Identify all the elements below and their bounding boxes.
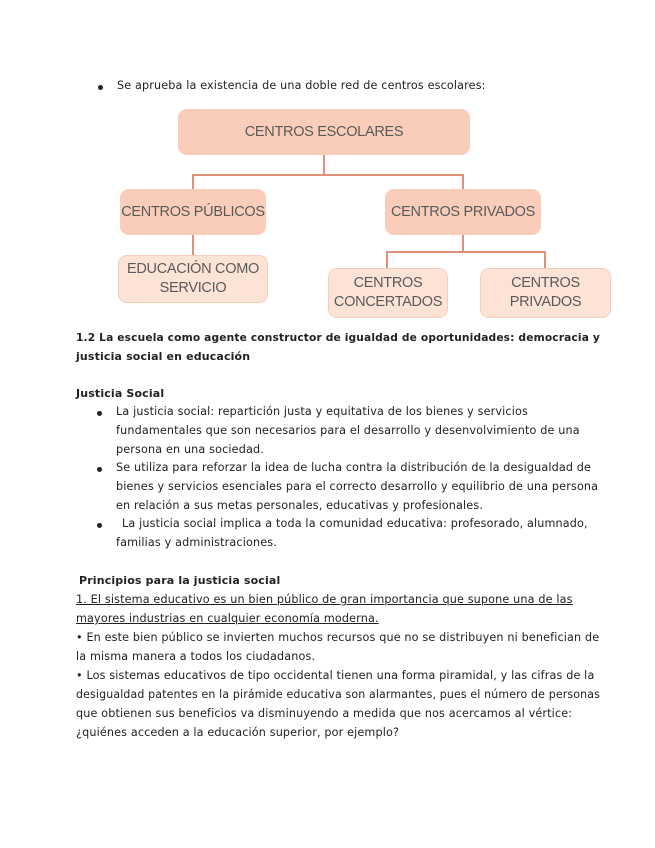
principios-para1-line2: la misma manera a todos los ciudadanos. [76,650,316,663]
diagram-public-child-line2: SERVICIO [159,280,227,296]
section-heading-line2: justicia social en educación [76,350,251,363]
connector [192,174,194,189]
diagram-public-box [120,189,266,235]
diagram-private-child1-box [328,268,448,318]
diagram-private-child2-line1: CENTROS [511,275,580,292]
jus-bullet1-line1: La justicia social: repartición justa y equitativa de los bienes y servicios [116,405,528,418]
intro-bullet-text: Se aprueba la existencia de una doble red de centros escolares: [117,79,486,92]
principios-title: Principios para la justicia social [79,574,281,587]
diagram-public-label: CENTROS PÚBLICOS [121,203,265,220]
principios-para2-line4: ¿quiénes acceden a la educación superior, por ejemplo? [76,726,400,739]
connector [386,251,388,268]
principios-para2-line3: que obtienen sus beneficios va disminuyendo a medida que nos acercamos al vértice: [76,707,573,720]
diagram-root-box [178,109,470,155]
connector [462,174,464,189]
justicia-social-title: Justicia Social [76,387,165,400]
connector [192,174,464,176]
principios-point1-line2: mayores industrias en cualquier economía moderna. [76,612,379,625]
diagram-public-child-line1: EDUCACIÓN COMO [127,261,259,278]
org-chart-diagram [0,0,655,330]
diagram-private-label: CENTROS PRIVADOS [391,203,535,220]
jus-bullet2-line3: en relación a sus metas personales, educativas y profesionales. [116,499,484,512]
principios-para2-line1: • Los sistemas educativos de tipo occidental tienen una forma piramidal, y las cifras de la [76,669,595,682]
jus-bullet3-line2: familias y administraciones. [116,536,277,549]
diagram-public-child-box [118,255,268,303]
connector [544,251,546,268]
section-heading-line1: 1.2 La escuela como agente constructor de igualdad de oportunidades: democracia y [76,331,600,344]
bullet-dot [97,411,102,416]
bullet-dot [97,467,102,472]
jus-bullet2-line2: bienes y servicios esenciales para el correcto desarrollo y equilibrio de una persona [116,480,599,493]
diagram-private-child1-line1: CENTROS [353,275,423,292]
diagram-private-child2-line2: PRIVADOS [509,294,582,310]
connector [462,235,464,252]
principios-para2-line2: desigualdad patentes en la pirámide educativa son alarmantes, pues el número de personas [76,688,600,701]
diagram-private-child2-box [480,268,611,318]
bullet-dot [97,523,102,528]
diagram-private-child1-line2: CONCERTADOS [333,294,443,310]
jus-bullet3-line1: La justicia social implica a toda la comunidad educativa: profesorado, alumnado, [122,517,588,530]
connector [192,235,194,255]
connector [386,251,546,253]
principios-point1-line1: 1. El sistema educativo es un bien público de gran importancia que supone una de las [76,593,573,606]
jus-bullet2-line1: Se utiliza para reforzar la idea de lucha contra la distribución de la desigualdad de [116,461,592,474]
principios-para1-line1: • En este bien público se invierten muchos recursos que no se distribuyen ni benefician de [76,631,600,644]
jus-bullet1-line3: persona en una sociedad. [116,443,264,456]
connector [323,155,325,175]
diagram-private-box [385,189,541,235]
diagram-root-label: CENTROS ESCOLARES [244,123,404,140]
jus-bullet1-line2: fundamentales que son necesarios para el desarrollo y desenvolvimiento de una [116,424,580,437]
